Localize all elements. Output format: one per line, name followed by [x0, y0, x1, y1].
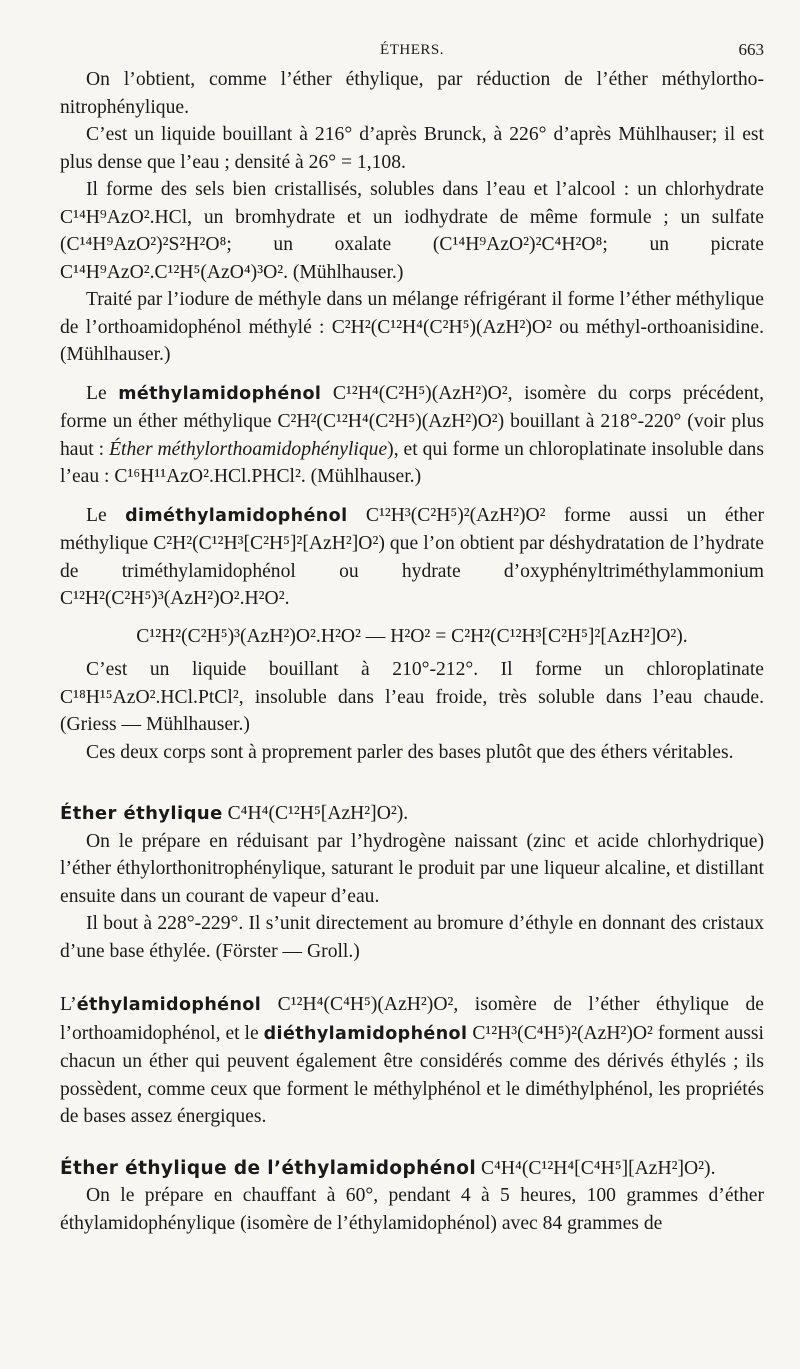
running-title: ÉTHERS.: [380, 42, 444, 58]
paragraph-dimethylamidophenol: [60, 502, 764, 613]
paragraph-10: Il bout à 228°-229°. Il s’unit directement au bromure d’éthyle en donnant des cristaux d’une base éthylée. (Förster — Groll.): [60, 913, 764, 962]
paragraph-methylamidophenol: [60, 380, 764, 491]
paragraph-12: On le prépare en chauffant à 60°, pendant 4 à 5 heures, 100 grammes d’éther éthylamidophénylique (isomère de l’éthylamidophénol) avec 84 grammes de: [60, 1185, 764, 1234]
paragraph-8: Ces deux corps sont à proprement parler des bases plutôt que des éthers véritables.: [86, 741, 734, 763]
section-heading-ether-ethylique: [60, 800, 764, 828]
equation: C¹²H²(C²H⁵)³(AzH²)O².H²O² — H²O² = C²H²(C¹²H³[C²H⁵]²[AzH²]O²).: [136, 625, 688, 647]
p11-pre: L’: [60, 994, 77, 1015]
term-diethylamidophenol: diéthylamidophénol: [263, 1023, 468, 1044]
p5-cross-reference: Éther méthylorthoamidophénylique: [109, 438, 388, 460]
paragraph-9: On le prépare en réduisant par l’hydrogène naissant (zinc et acide chlorhydrique) l’éther éthylorthonitrophénylique, saturant le produit par une liqueur alcaline, et distillant ensuite dans un courant de vapeur d’eau.: [60, 830, 764, 907]
paragraph-ethylamidophenol: [60, 991, 764, 1131]
paragraph-1: On l’obtient, comme l’éther éthylique, par réduction de l’éther méthylortho-nitrophénylique.: [60, 69, 764, 118]
heading-formula-ether-ethylamidophenol: C⁴H⁴(C¹²H⁴[C⁴H⁵][AzH²]O²).: [476, 1157, 716, 1179]
running-header: [60, 36, 764, 66]
p11-post: C¹²H³(C⁴H⁵)²(AzH²)O² forment aussi chacun un éther qui peuvent également être considérés comme des dérivés éthylés ; ils possèdent, comme ceux que forment le méthylphénol et le diméthylphénol, les propriétés de bases assez énergiques.: [60, 1022, 764, 1127]
p5-post: ), et qui forme un chloroplatinate insoluble dans l’eau : C¹⁶H¹¹AzO².HCl.PHCl². (Mühlhauser.): [60, 438, 764, 487]
p6-post: C¹²H³(C²H⁵)²(AzH²)O² forme aussi un éther méthylique C²H²(C¹²H³[C²H⁵]²[AzH²]O²) que l’on obtient par déshydratation de l’hydrate de triméthylamidophénol ou hydrate d’oxyphényltriméthylammonium C¹²H²(C²H⁵)³(AzH²)O².H²O².: [60, 504, 764, 609]
heading-formula-ether-ethylique: C⁴H⁴(C¹²H⁵[AzH²]O²).: [222, 803, 409, 824]
p5-mid: C¹²H⁴(C²H⁵)(AzH²)O², isomère du corps précédent, forme un éther méthylique C²H²(C¹²H⁴(C²H⁵)(AzH²)O²) bouillant à 218°-220° (voir plus haut :: [60, 382, 764, 460]
p6-pre: Le: [86, 504, 126, 526]
paragraph-7: C’est un liquide bouillant à 210°-212°. Il forme un chloroplatinate C¹⁸H¹⁵AzO².HCl.PtCl², insoluble dans l’eau froide, très soluble dans l’eau chaude. (Griess — Mühlhauser.): [60, 659, 764, 735]
term-ethylamidophenol: éthylamidophénol: [76, 995, 262, 1015]
p11-mid: C¹²H⁴(C⁴H⁵)(AzH²)O², isomère de l’éther éthylique de l’orthoamidophénol, et le: [60, 994, 764, 1044]
paragraph-4: Traité par l’iodure de méthyle dans un mélange réfrigérant il forme l’éther méthylique de l’orthoamidophénol méthylé : C²H²(C¹²H⁴(C²H⁵)(AzH²)O² ou méthyl-orthoanisidine. (Mühlhauser.): [60, 289, 764, 365]
term-dimethylamidophenol: diméthylamidophénol: [125, 505, 348, 526]
heading-term-ether-ethylamidophenol: Éther éthylique de l’éthylamidophénol: [60, 1157, 477, 1179]
page-number: 663: [738, 40, 764, 59]
heading-term-ether-ethylique: Éther éthylique: [60, 803, 223, 824]
p5-pre: Le: [86, 382, 119, 404]
paragraph-2: C’est un liquide bouillant à 216° d’après Brunck, à 226° d’après Mühlhauser; il est plus dense que l’eau ; densité à 26° = 1,108.: [60, 124, 764, 173]
page-body: [60, 66, 764, 1237]
section-heading-ether-ethylamidophenol: [60, 1155, 764, 1183]
paragraph-3: Il forme des sels bien cristallisés, solubles dans l’eau et l’alcool : un chlorhydrate C¹⁴H⁹AzO².HCl, un bromhydrate et un iodhydrate de même formule ; un sulfate (C¹⁴H⁹AzO²)²S²H²O⁸; un oxalate (C¹⁴H⁹AzO²)²C⁴H²O⁸; un picrate C¹⁴H⁹AzO².C¹²H⁵(AzO⁴)³O². (Mühlhauser.): [60, 179, 764, 283]
term-methylamidophenol: méthylamidophénol: [118, 383, 322, 404]
